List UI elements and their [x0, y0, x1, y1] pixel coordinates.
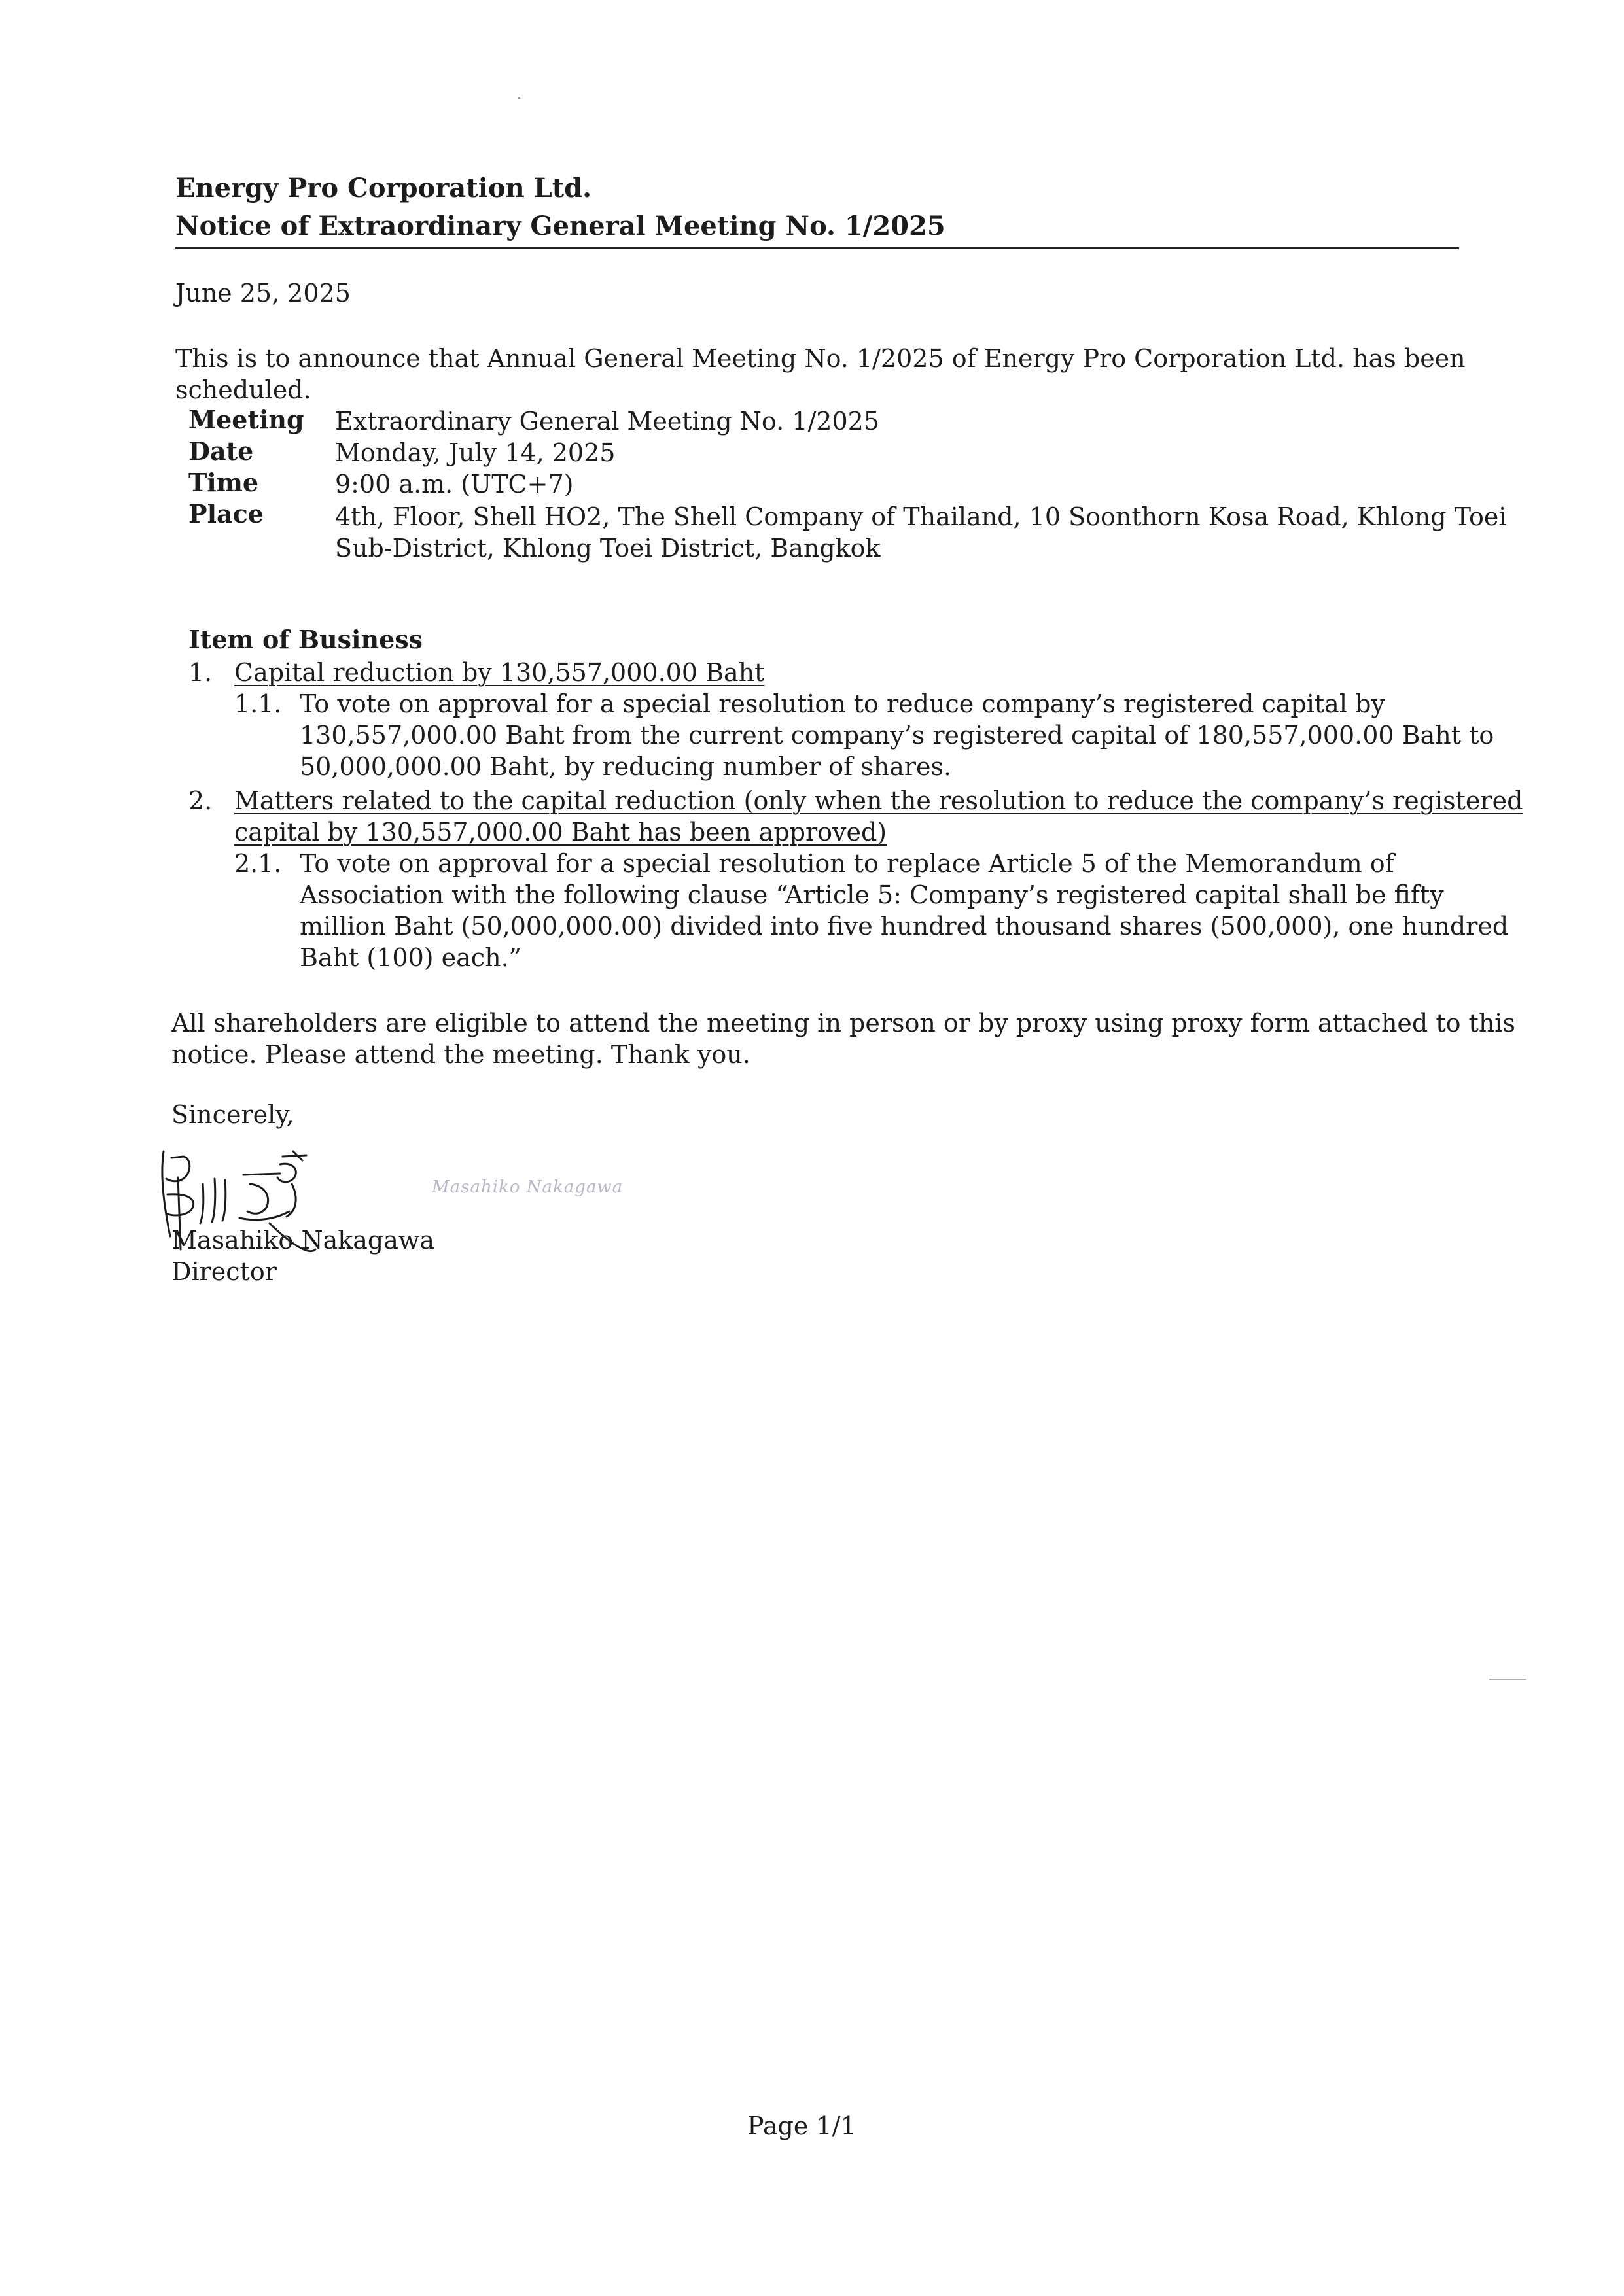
subitem-line-1: To vote on approval for a special resolution to reduce company’s registered capital by [300, 689, 1385, 718]
closing-line-2: notice. Please attend the meeting. Thank you. [171, 1040, 750, 1069]
company-name: Energy Pro Corporation Ltd. [175, 173, 592, 203]
subitem-line-4: Baht (100) each.” [300, 943, 522, 972]
signatory-name: Masahiko Nakagawa [171, 1226, 435, 1255]
notice-date: June 25, 2025 [175, 279, 351, 307]
item-title-line-2: capital by 130,557,000.00 Baht has been approved) [234, 818, 887, 846]
page-number: Page 1/1 [747, 2112, 856, 2140]
place-label: Place [188, 499, 264, 529]
date-label: Date [188, 436, 254, 466]
scan-speck [518, 97, 520, 99]
signatory-title: Director [171, 1257, 277, 1286]
header-divider [175, 247, 1459, 249]
subitem-number: 1.1. [234, 689, 282, 718]
subitem-line-1: To vote on approval for a special resolution to replace Article 5 of the Memorandum of [300, 849, 1394, 878]
place-value-line-1: 4th, Floor, Shell HO2, The Shell Company of Thailand, 10 Soonthorn Kosa Road, Khlong Toei [335, 502, 1507, 531]
scan-speck [1489, 1679, 1526, 1680]
meeting-label: Meeting [188, 405, 304, 434]
subitem-line-3: million Baht (50,000,000.00) divided into five hundred thousand shares (500,000), one hundred [300, 912, 1509, 941]
closing-line-1: All shareholders are eligible to attend the meeting in person or by proxy using proxy form attached to this [171, 1009, 1515, 1037]
business-heading: Item of Business [188, 625, 423, 654]
subitem-number: 2.1. [234, 849, 282, 878]
item-title: Capital reduction by 130,557,000.00 Baht [234, 658, 765, 687]
item-title-line-1: Matters related to the capital reduction (only when the resolution to reduce the company’s registered [234, 786, 1523, 815]
item-number: 2. [188, 786, 213, 815]
time-value: 9:00 a.m. (UTC+7) [335, 470, 574, 498]
date-value: Monday, July 14, 2025 [335, 438, 616, 467]
notice-title: Notice of Extraordinary General Meeting No. 1/2025 [175, 211, 945, 241]
subitem-line-2: Association with the following clause “Article 5: Company’s registered capital shall be fifty [300, 880, 1444, 909]
salutation: Sincerely, [171, 1100, 294, 1129]
item-number: 1. [188, 658, 213, 687]
intro-line-1: This is to announce that Annual General Meeting No. 1/2025 of Energy Pro Corporation Ltd. has been [175, 344, 1466, 373]
meeting-value: Extraordinary General Meeting No. 1/2025 [335, 407, 879, 436]
time-label: Time [188, 468, 259, 497]
place-value-line-2: Sub-District, Khlong Toei District, Bangkok [335, 534, 881, 563]
subitem-line-2: 130,557,000.00 Baht from the current company’s registered capital of 180,557,000.00 Baht to [300, 721, 1494, 750]
intro-line-2: scheduled. [175, 375, 311, 404]
subitem-line-3: 50,000,000.00 Baht, by reducing number of shares. [300, 752, 952, 781]
faint-printed-name: Masahiko Nakagawa [432, 1177, 624, 1197]
